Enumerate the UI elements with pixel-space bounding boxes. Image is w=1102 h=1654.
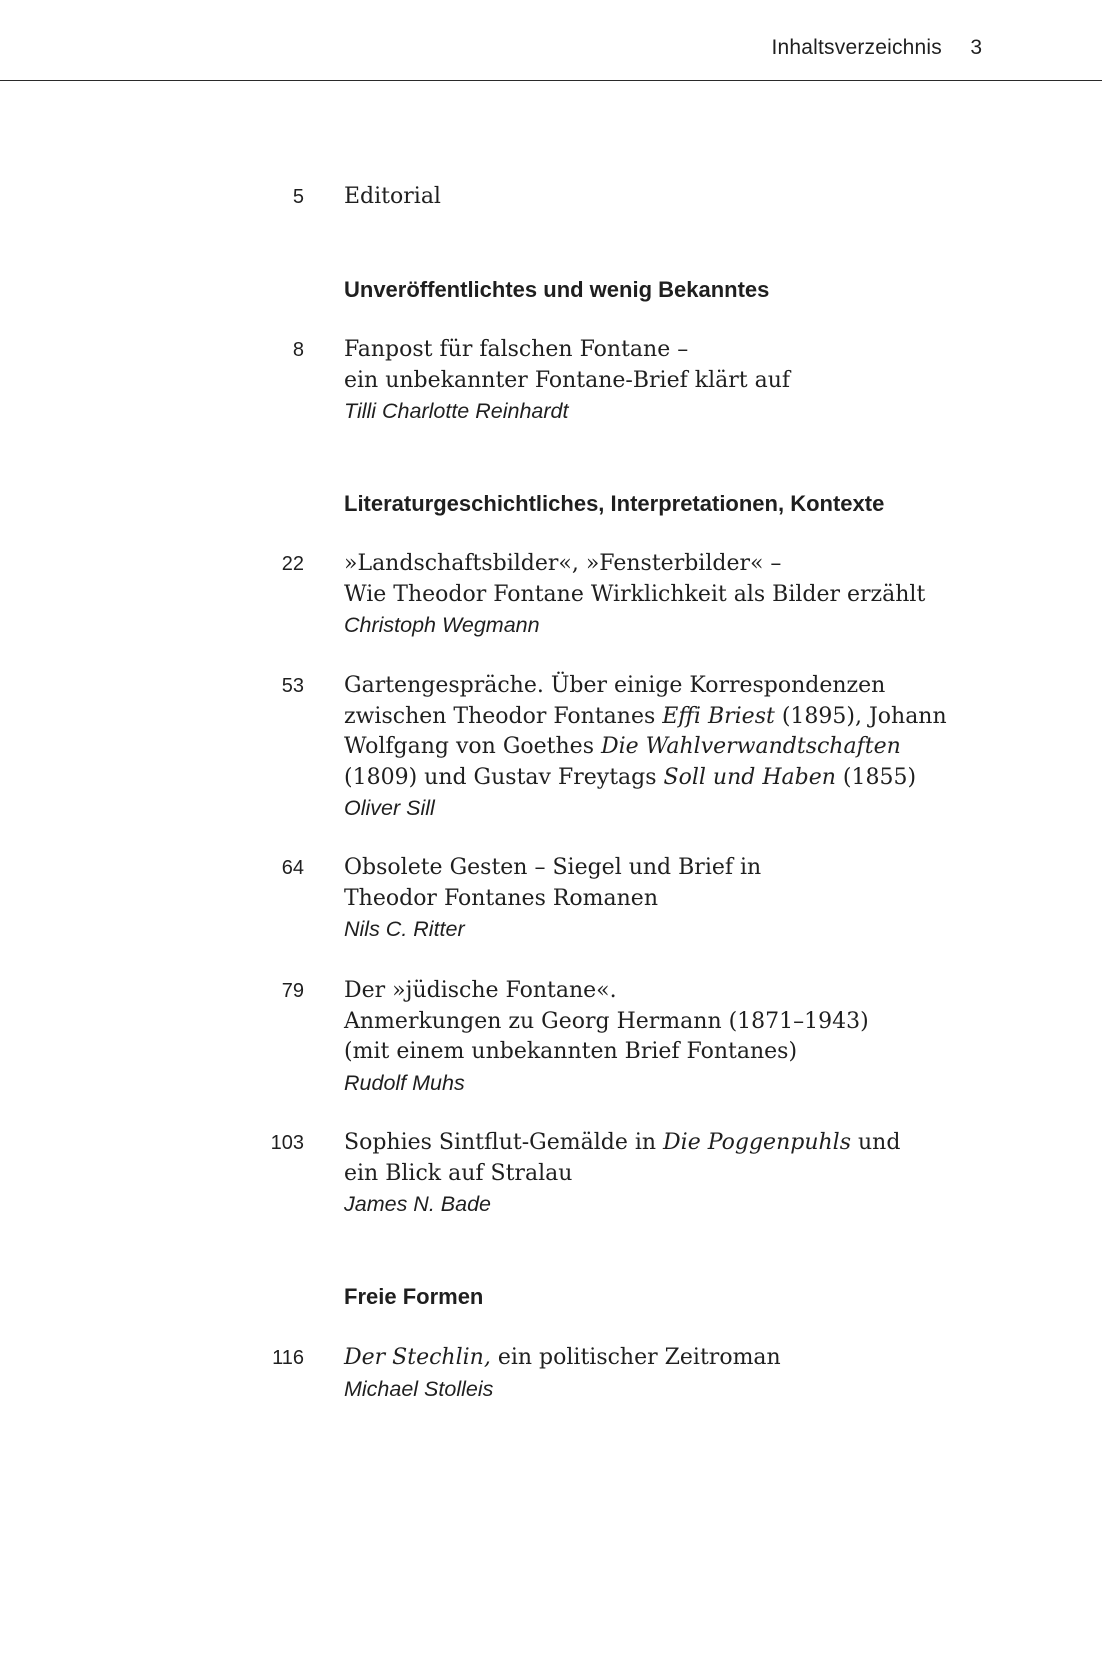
toc-work-title: Effi Briest bbox=[662, 703, 775, 729]
toc-work-title: Die Wahlverwandtschaften bbox=[600, 734, 901, 759]
toc-title-line: ein Blick auf Stralau bbox=[344, 1160, 573, 1186]
toc-page-number: 64 bbox=[281, 857, 304, 879]
toc-page-number: 79 bbox=[281, 980, 304, 1002]
page-number: 3 bbox=[970, 36, 982, 59]
toc-title-line: ein unbekannter Fontane-Brief klärt auf bbox=[344, 367, 791, 393]
toc-section-heading: Unveröffentlichtes und wenig Bekanntes bbox=[344, 277, 770, 302]
toc-title-line: (mit einem unbekannten Brief Fontanes) bbox=[344, 1039, 798, 1064]
toc-title-line: »Landschaftsbilder«, »Fensterbilder« – bbox=[344, 551, 782, 576]
toc-text: (1855) bbox=[835, 764, 917, 790]
toc-title-line: Fanpost für falschen Fontane – bbox=[344, 337, 689, 362]
toc-title: Editorial bbox=[344, 184, 441, 209]
toc-page-number: 103 bbox=[270, 1132, 304, 1154]
toc-page-number: 5 bbox=[292, 186, 304, 208]
toc-section-heading: Literaturgeschichtliches, Interpretationen, Kontexte bbox=[344, 491, 885, 516]
toc-title-line bbox=[344, 1343, 984, 1374]
toc-title-line bbox=[344, 702, 984, 733]
toc-author: Michael Stolleis bbox=[344, 1376, 494, 1401]
toc-page-number: 8 bbox=[292, 339, 304, 361]
toc-title-line: Anmerkungen zu Georg Hermann (1871–1943) bbox=[344, 1008, 869, 1034]
toc-title-line: Der »jüdische Fontane«. bbox=[344, 978, 617, 1003]
toc-author: Christoph Wegmann bbox=[344, 613, 540, 637]
toc-page-number: 53 bbox=[281, 675, 304, 697]
toc-work-title: Soll und Haben bbox=[663, 764, 836, 790]
toc-text: ein politischer Zeitroman bbox=[490, 1345, 781, 1370]
toc-text: zwischen Theodor Fontanes bbox=[344, 703, 663, 729]
toc-work-title: Die Poggenpuhls bbox=[663, 1130, 851, 1155]
toc-author: Oliver Sill bbox=[344, 796, 435, 820]
toc-title-line: Obsolete Gesten – Siegel und Brief in bbox=[344, 855, 762, 880]
toc-text: Wolfgang von Goethes bbox=[344, 734, 601, 759]
toc-author: Tilli Charlotte Reinhardt bbox=[344, 399, 569, 423]
toc-title-line bbox=[344, 763, 984, 794]
toc-text: Sophies Sintflut-Gemälde in bbox=[344, 1130, 664, 1155]
toc-title-line bbox=[344, 732, 984, 763]
toc-text: (1895), Johann bbox=[774, 703, 947, 729]
running-head-title: Inhaltsverzeichnis bbox=[771, 36, 942, 59]
toc-text: und bbox=[851, 1130, 901, 1155]
running-head bbox=[0, 0, 1102, 81]
toc-author: Rudolf Muhs bbox=[344, 1070, 465, 1095]
toc-page-number: 116 bbox=[272, 1347, 304, 1369]
toc-section-heading: Freie Formen bbox=[344, 1284, 484, 1309]
toc-title-line: Theodor Fontanes Romanen bbox=[344, 885, 658, 911]
toc-author: Nils C. Ritter bbox=[344, 917, 465, 941]
toc-title-line: Wie Theodor Fontane Wirklichkeit als Bilder erzählt bbox=[344, 581, 926, 607]
toc-text: (1809) und Gustav Freytags bbox=[344, 764, 664, 790]
toc-work-title: Der Stechlin, bbox=[344, 1345, 491, 1370]
toc-page-number: 22 bbox=[281, 553, 304, 575]
toc-title-line bbox=[344, 1128, 984, 1159]
toc-author: James N. Bade bbox=[344, 1192, 491, 1216]
toc-title-line: Gartengespräche. Über einige Korrespondenzen bbox=[344, 673, 886, 698]
